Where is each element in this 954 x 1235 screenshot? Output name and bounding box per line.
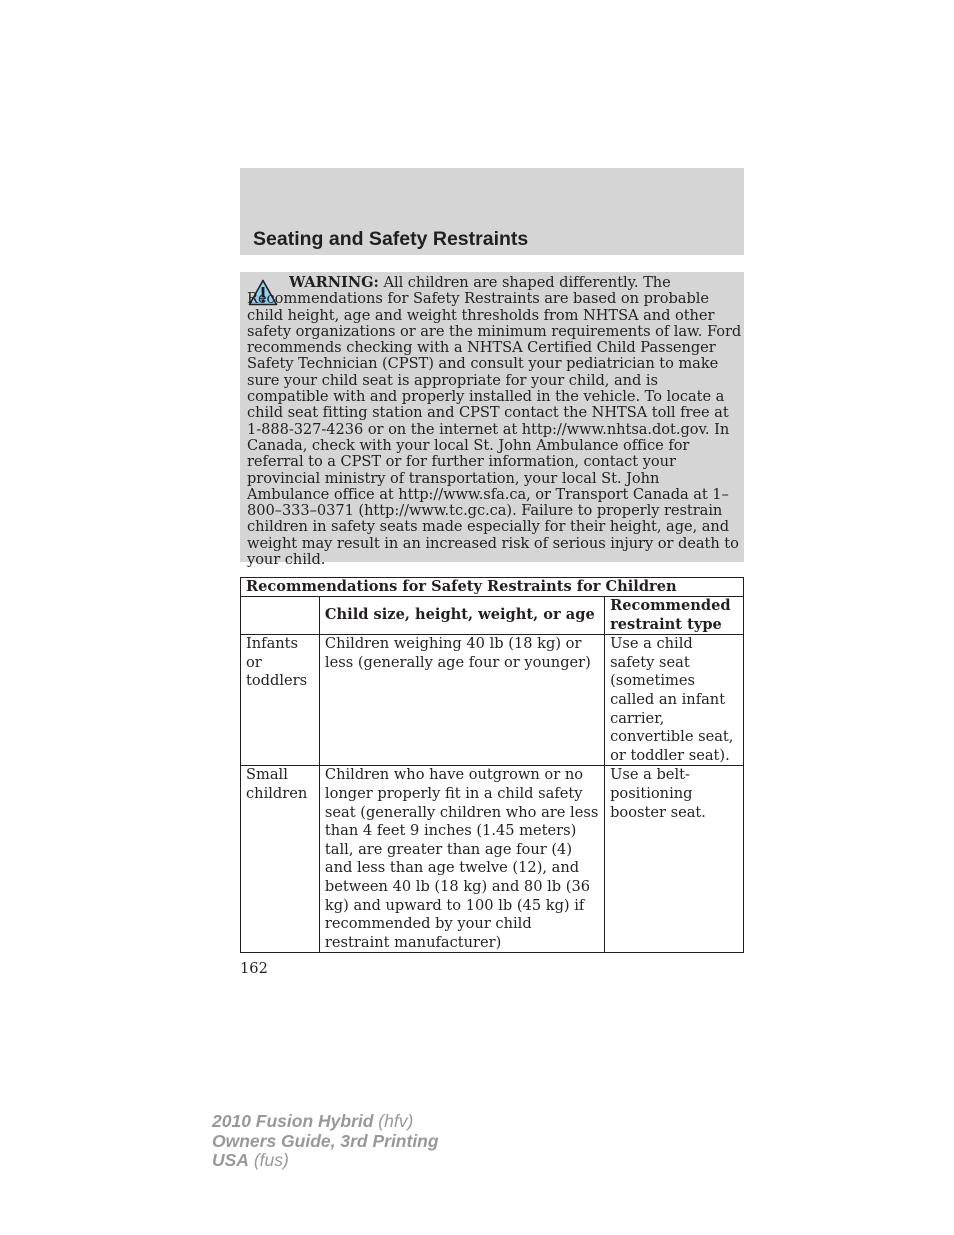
warning-body: All children are shaped differently. The Recommendations for Safety Restraints are based on probable child height, age and weight thresholds from NHTSA and other safety organizations or are the minimum requirements of law. Ford recommends checking with a NHTSA Certified Child Passenger Safety Technician (CPST) and consult your pediatrician to make sure your child seat is appropriate for your child, and is compatible with and properly installed in the vehicle. To locate a child seat fitting station and CPST contact the NHTSA toll free at 1-888-327-4236 or on the internet at http://www.nhtsa.dot.gov. In Canada, check with your local St. John Ambulance office for referral to a CPST or for further information, contact your provincial ministry of transportation, your local St. John Ambulance office at http://www.sfa.ca, or Transport Canada at 1–800–333–0371 (http://www.tc.gc.ca). Failure to properly restrain children in safety seats made especially for their height, age, and weight may result in an increased risk of serious injury or death to your child. — [247, 274, 742, 569]
header-cell-restraint: Recommended restraint type — [605, 597, 744, 635]
header-cell-size: Child size, height, weight, or age — [319, 597, 604, 635]
page-number: 162 — [240, 960, 268, 977]
header-cell-group — [241, 597, 320, 635]
warning-paragraph — [247, 275, 742, 568]
footer-market: USA — [212, 1150, 249, 1170]
cell-group: Small children — [241, 766, 320, 953]
table-row — [241, 635, 744, 766]
table-row — [241, 766, 744, 953]
section-title: Seating and Safety Restraints — [253, 228, 529, 250]
cell-size: Children weighing 40 lb (18 kg) or less (generally age four or younger) — [319, 635, 604, 766]
safety-restraints-table — [240, 577, 744, 953]
cell-restraint: Use a belt-positioning booster seat. — [605, 766, 744, 953]
warning-label: WARNING: — [289, 274, 379, 291]
footer-line-model — [212, 1112, 439, 1132]
cell-size: Children who have outgrown or no longer properly fit in a child safety seat (generally children who are less than 4 feet 9 inches (1.45 meters) tall, are greater than age four (4) and less than age twelve (12), and between 40 lb (18 kg) and 80 lb (36 kg) and upward to 100 lb (45 kg) if recommended by your child restraint manufacturer) — [319, 766, 604, 953]
cell-restraint: Use a child safety seat (sometimes called an infant carrier, convertible seat, or toddler seat). — [605, 635, 744, 766]
table-title-row — [241, 578, 744, 597]
section-header-band — [240, 168, 744, 255]
cell-group: Infants or toddlers — [241, 635, 320, 766]
document-footer — [212, 1112, 439, 1171]
table-title: Recommendations for Safety Restraints for Children — [241, 578, 744, 597]
warning-box — [240, 272, 744, 569]
footer-guide: Owners Guide, 3rd Printing — [212, 1130, 439, 1151]
footer-model: 2010 Fusion Hybrid — [212, 1111, 374, 1131]
footer-line-guide — [212, 1132, 439, 1152]
footer-model-code: (hfv) — [373, 1111, 414, 1131]
table-header-row — [241, 597, 744, 635]
footer-market-code: (fus) — [248, 1150, 289, 1170]
footer-line-market — [212, 1151, 439, 1171]
